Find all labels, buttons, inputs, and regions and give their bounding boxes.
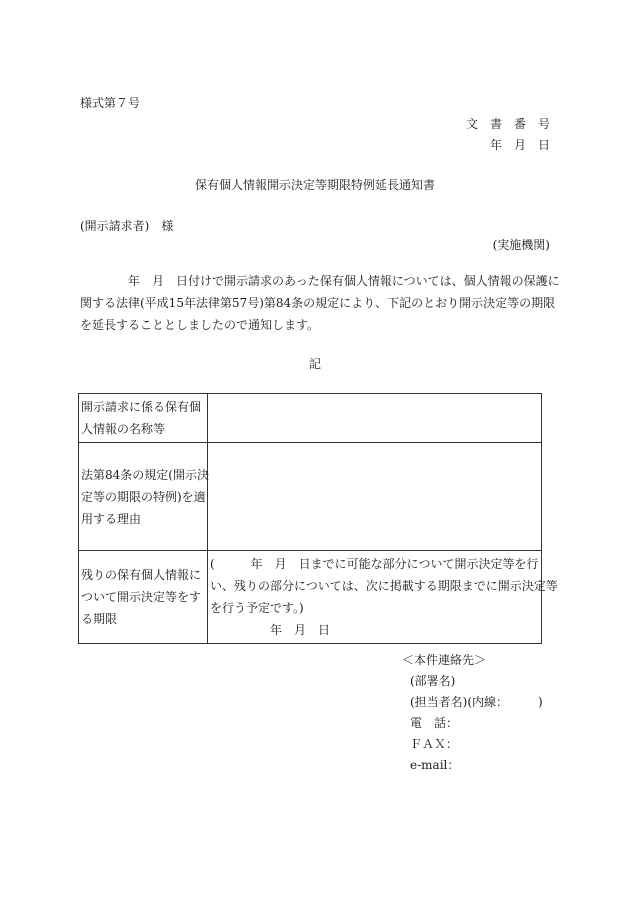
ki-label: 記 bbox=[308, 357, 321, 371]
agency-label: (実施機関) bbox=[492, 238, 550, 252]
contact-phone: 電 話： bbox=[410, 716, 459, 730]
deadline-label: 残りの保有個人情報に ついて開示決定等をす る期限 bbox=[79, 551, 208, 644]
date-label: 年 月 日 bbox=[489, 138, 550, 152]
document-number-label: 文 書 番 号 bbox=[465, 117, 550, 131]
contact-department: (部署名) bbox=[410, 674, 456, 688]
table-row bbox=[79, 443, 542, 551]
notice-body-line: を延長することとしましたので通知します。 bbox=[80, 318, 320, 332]
record-name-label: 開示請求に係る保有個 人情報の名称等 bbox=[79, 394, 208, 443]
page-title: 保有個人情報開示決定等期限特例延長通知書 bbox=[194, 178, 435, 192]
notice-body-line: 年 月 日付けで開示請求のあった保有個人情報については、個人情報の保護に bbox=[80, 274, 560, 288]
contact-block bbox=[402, 650, 543, 776]
table-row bbox=[79, 551, 542, 644]
notice-body-line: 関する法律(平成15年法律第57号)第84条の規定により、下記のとおり開示決定等の期限 bbox=[80, 296, 556, 310]
contact-email: e-mail： bbox=[410, 758, 460, 772]
record-name-value bbox=[208, 394, 542, 443]
reason-label: 法第84条の規定(開示決 定等の期限の特例)を適 用する理由 bbox=[79, 443, 208, 551]
reason-value bbox=[208, 443, 542, 551]
contact-heading: ＜本件連絡先＞ bbox=[402, 653, 487, 667]
requester-label: (開示請求者) 様 bbox=[80, 219, 174, 233]
form-number: 様式第７号 bbox=[80, 96, 141, 110]
notice-body bbox=[80, 270, 560, 336]
table-row bbox=[79, 394, 542, 443]
contact-fax: ＦＡＸ： bbox=[410, 737, 459, 751]
records-table bbox=[78, 393, 558, 644]
deadline-value: ( 年 月 日までに可能な部分について開示決定等を行 い、残りの部分については、次に掲載する期限までに開示決定等 を行う予定です。) 年 月 日 bbox=[208, 551, 542, 644]
contact-person: (担当者名)(内線： ) bbox=[410, 695, 543, 709]
